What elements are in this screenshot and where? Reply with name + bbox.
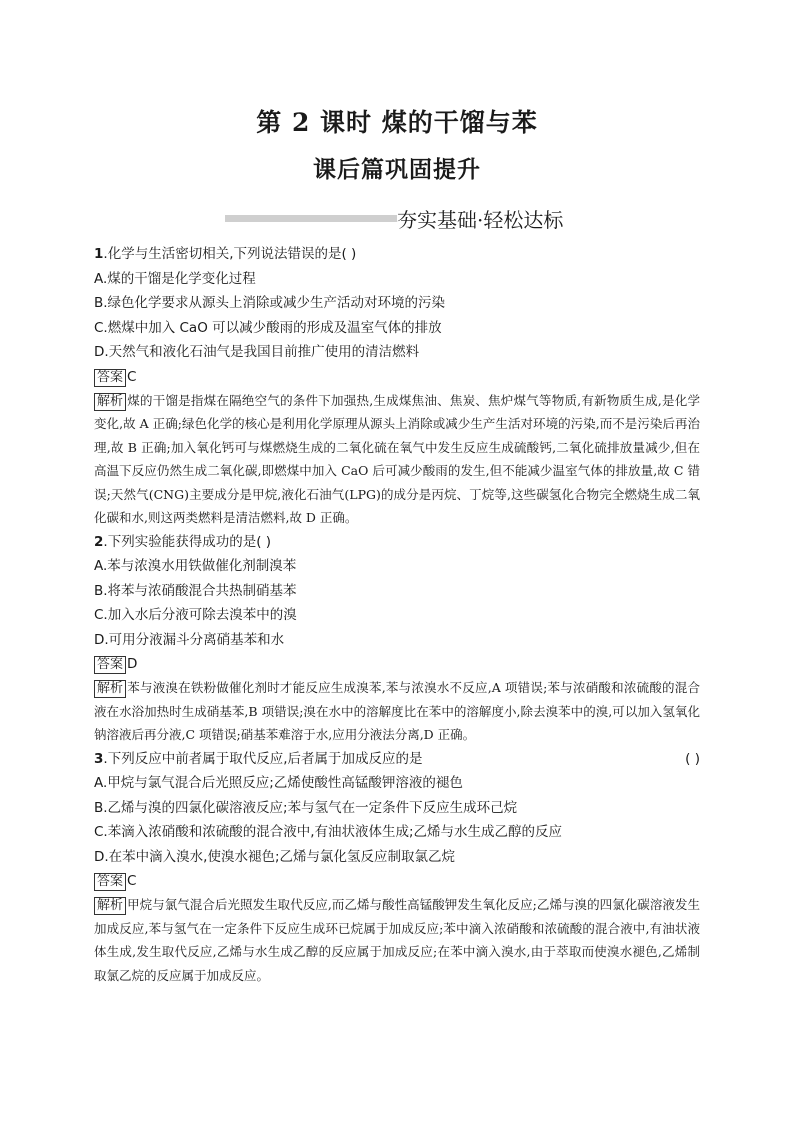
page-title: 第 2 课时 煤的干馏与苯 [256, 108, 538, 137]
option-c: C.燃煤中加入 CaO 可以减少酸雨的形成及温室气体的排放 [94, 319, 442, 336]
question-number: 2 [94, 533, 104, 550]
analysis-tag: 解析 [94, 393, 126, 411]
analysis-text: 解析 煤的干馏是指煤在隔绝空气的条件下加强热,生成煤焦油、焦炭、焦炉煤气等物质,有新物质生成,是化学变化,故 A 正确;绿色化学的核心是利用化学原理从源头上消除或减少生产生活对环境的污染,而不是污染后再治理,故 B 正确;加入氧化钙可与煤燃烧生成的二氧化硫在氧气中发生反应生成硫酸钙,二氧化硫排放量减少,但在高温下反应仍然生成二氧化碳,即燃煤中加入 CaO 后可减少酸雨的发生,但不能减少温室气体的排放量,故 C 错误;天然气(CNG)主要成分是甲烷,液化石油气(LPG)的成分是丙烷、丁烷等,这些碳氢化合物完全燃烧生成二氧化碳和水,则这两类燃料是清洁燃料,故 D 正确。 [94, 392, 700, 525]
option-a: A.煤的干馏是化学变化过程 [94, 270, 256, 287]
section-title: 夯实基础·轻松达标 [397, 208, 564, 232]
option-b: B.乙烯与溴的四氯化碳溶液反应;苯与氢气在一定条件下反应生成环己烷 [94, 799, 518, 816]
answer-line [94, 652, 700, 676]
answer-value: D [127, 656, 138, 672]
option-d: D.天然气和液化石油气是我国目前推广使用的清洁燃料 [94, 344, 420, 360]
question-block [94, 242, 700, 530]
answer-line [94, 869, 700, 893]
option-a: A.甲烷与氯气混合后光照反应;乙烯使酸性高锰酸钾溶液的褪色 [94, 775, 463, 791]
analysis-tag: 解析 [94, 680, 126, 698]
option-d: D.在苯中滴入溴水,使溴水褪色;乙烯与氯化氢反应制取氯乙烷 [94, 848, 456, 865]
page-subtitle: 课后篇巩固提升 [313, 156, 481, 183]
question-block [94, 747, 700, 988]
option-d: D.可用分液漏斗分离硝基苯和水 [94, 631, 285, 648]
answer-value: C [127, 368, 137, 385]
option-b: B.将苯与浓硝酸混合共热制硝基苯 [94, 582, 297, 599]
section-divider-bar [225, 215, 397, 222]
question-block [94, 530, 700, 747]
option-a: A.苯与浓溴水用铁做催化剂制溴苯 [94, 558, 297, 574]
question-stem: 3.下列反应中前者属于取代反应,后者属于加成反应的是 ( ) [94, 747, 700, 772]
question-stem: 1.化学与生活密切相关,下列说法错误的是( ) [94, 246, 357, 262]
question-number: 1 [94, 246, 104, 262]
answer-parenthesis: ( ) [685, 750, 700, 767]
answer-line [94, 365, 700, 389]
option-b: B.绿色化学要求从源头上消除或减少生产活动对环境的污染 [94, 295, 446, 311]
option-c: C.加入水后分液可除去溴苯中的溴 [94, 607, 297, 623]
analysis-text: 解析 苯与液溴在铁粉做催化剂时才能反应生成溴苯,苯与浓溴水不反应,A 项错误;苯与浓硝酸和浓硫酸的混合液在水浴加热时生成硝基苯,B 项错误;溴在水中的溶解度比在苯中的溶解度小,除去溴苯中的溴,可以加入氢氧化钠溶液后再分液,C 项错误;硝基苯难溶于水,应用分液法分离,D 正确。 [94, 680, 700, 742]
exercise-content [94, 242, 700, 987]
answer-tag: 答案 [94, 873, 126, 891]
answer-tag: 答案 [94, 656, 126, 674]
answer-value: C [127, 873, 137, 889]
analysis-text: 解析 甲烷与氯气混合后光照发生取代反应,而乙烯与酸性高锰酸钾发生氧化反应;乙烯与溴的四氯化碳溶液发生加成反应,苯与氢气在一定条件下反应生成环已烷属于加成反应;苯中滴入浓硝酸和浓硫酸的混合液中,有油状液体生成,发生取代反应,乙烯与水生成乙醇的反应属于加成反应;在苯中滴入溴水,由于萃取而使溴水褪色,乙烯制取氯乙烷的反应属于加成反应。 [94, 897, 700, 983]
question-number: 3 [94, 750, 104, 767]
question-stem: 2.下列实验能获得成功的是( ) [94, 533, 272, 550]
analysis-tag: 解析 [94, 897, 126, 915]
answer-tag: 答案 [94, 369, 126, 387]
option-c: C.苯滴入浓硝酸和浓硫酸的混合液中,有油状液体生成;乙烯与水生成乙醇的反应 [94, 824, 563, 840]
